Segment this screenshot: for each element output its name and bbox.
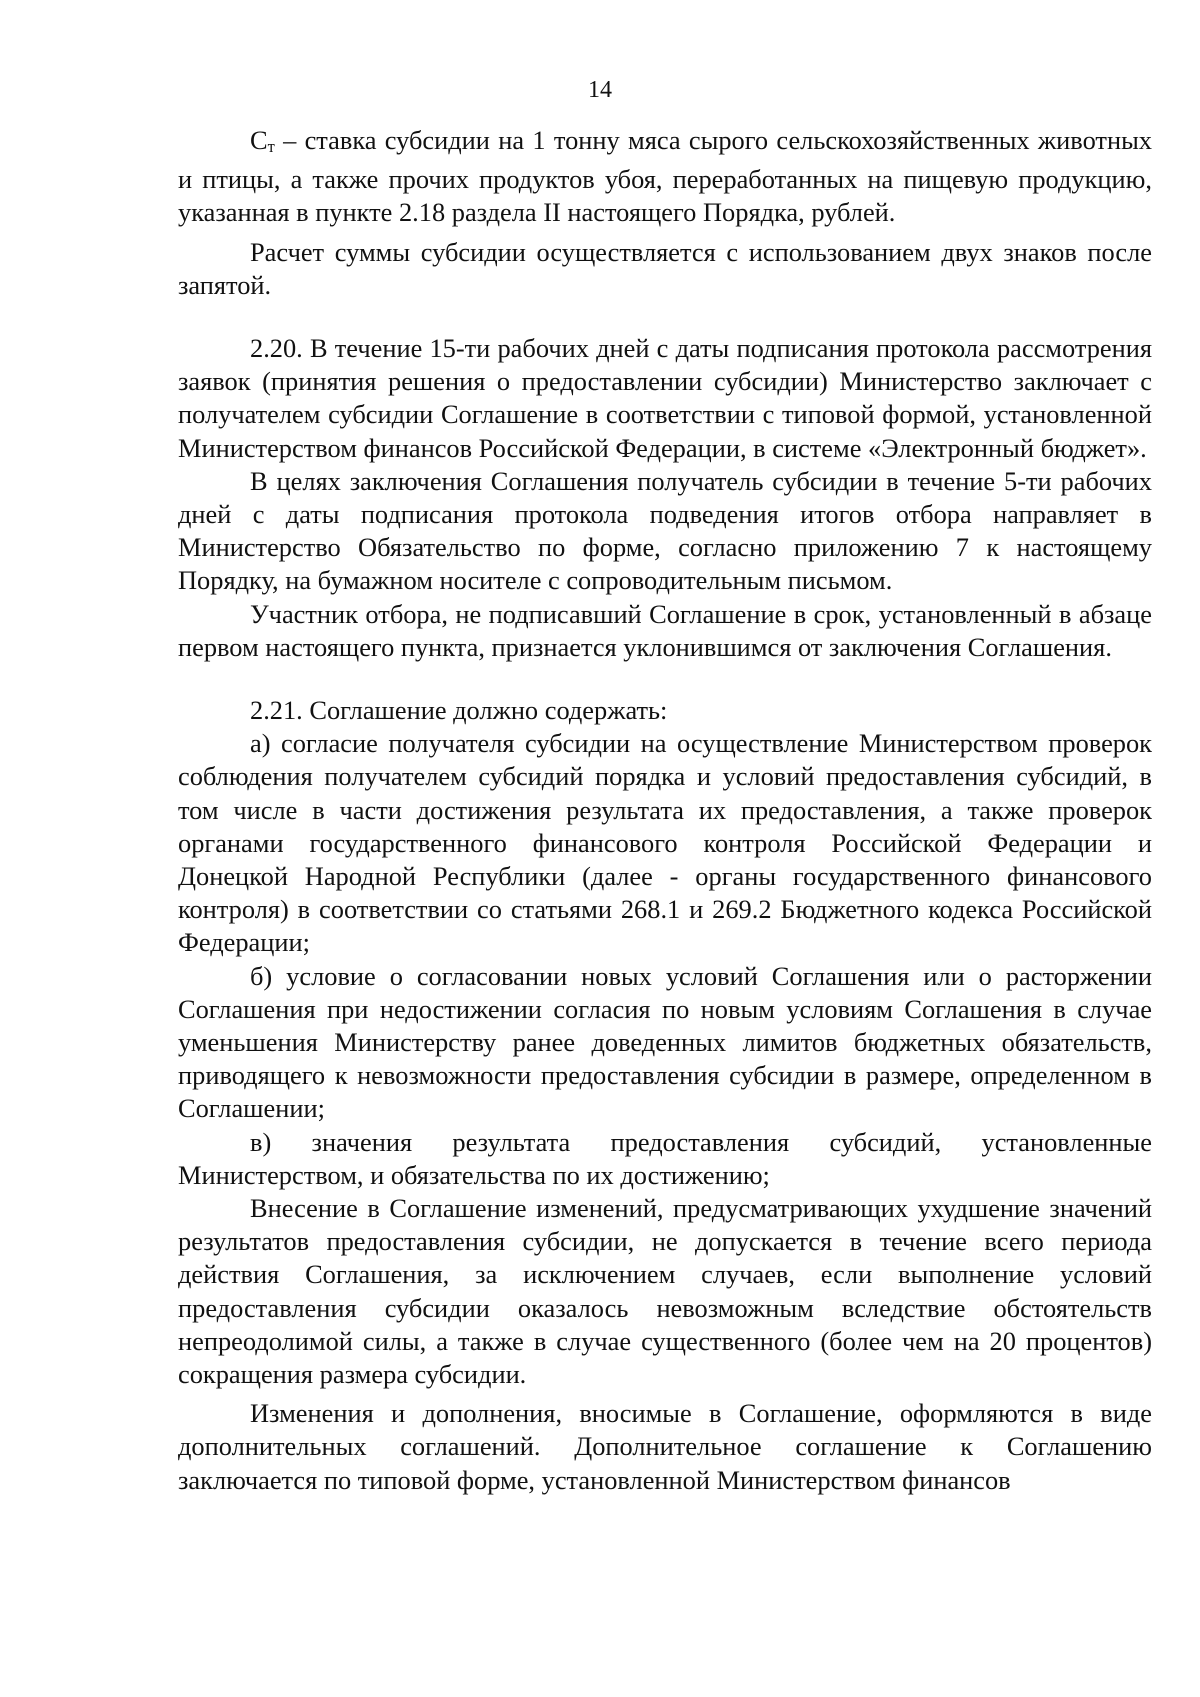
page-number: 14 bbox=[588, 77, 612, 103]
formula-symbol: С bbox=[250, 125, 268, 155]
paragraph-2-20: 2.20. В течение 15-ти рабочих дней с даты подписания протокола рассмотрения заявок (принятия решения о предоставлении субсидии) Министерство заключает с получателем субсидии Соглашение в соответствии с типовой формой, установленной Министерством финансов Российской Федерации, в системе «Электронный бюджет». bbox=[178, 332, 1152, 463]
paragraph-amendments-restriction: Внесение в Соглашение изменений, предусматривающих ухудшение значений результатов предоставления субсидии, не допускается в течение всего периода действия Соглашения, за исключением случаев, если выполнение условий предоставления субсидии оказалось невозможным вследствие обстоятельств непреодолимой силы, а также в случае существенного (более чем на 20 процентов) сокращения размера субсидии. bbox=[178, 1193, 1152, 1390]
document-body bbox=[178, 124, 1152, 1497]
paragraph-ct-definition bbox=[178, 124, 1152, 230]
paragraph-amendments-form: Изменения и дополнения, вносимые в Соглашение, оформляются в виде дополнительных соглашений. Дополнительное соглашение к Соглашению заключается по типовой форме, установленной Министерством финансов bbox=[178, 1398, 1152, 1495]
paragraph-2-21: 2.21. Соглашение должно содержать: bbox=[250, 694, 668, 725]
paragraph-2-20-obligation: В целях заключения Соглашения получатель субсидии в течение 5-ти рабочих дней с даты подписания протокола подведения итогов отбора направляет в Министерство Обязательство по форме, согласно приложению 7 к настоящему Порядку, на бумажном носителе с сопроводительным письмом. bbox=[178, 465, 1152, 596]
paragraph-2-21-b: б) условие о согласовании новых условий Соглашения или о расторжении Соглашения при недостижении согласия по новым условиям Соглашения в случае уменьшения Министерству ранее доведенных лимитов бюджетных обязательств, приводящего к невозможности предоставления субсидии в размере, определенном в Соглашении; bbox=[178, 960, 1152, 1124]
paragraph-calc-rounding: Расчет суммы субсидии осуществляется с использованием двух знаков после запятой. bbox=[178, 236, 1152, 300]
paragraph-2-20-evasion: Участник отбора, не подписавший Соглашение в срок, установленный в абзаце первом настоящего пункта, признается уклонившимся от заключения Соглашения. bbox=[178, 598, 1152, 662]
formula-subscript: т bbox=[267, 136, 275, 156]
ct-definition-text: – ставка субсидии на 1 тонну мяса сырого сельскохозяйственных животных и птицы, а также прочих продуктов убоя, переработанных на пищевую продукцию, указанная в пункте 2.18 раздела II настоящего Порядка, рублей. bbox=[178, 125, 1152, 228]
paragraph-2-21-v: в) значения результата предоставления субсидий, установленные Министерством, и обязательства по их достижению; bbox=[178, 1126, 1152, 1190]
paragraph-2-21-a: а) согласие получателя субсидии на осуществление Министерством проверок соблюдения получателем субсидий порядка и условий предоставления субсидий, в том числе в части достижения результата их предоставления, а также проверок органами государственного финансового контроля Российской Федерации и Донецкой Народной Республики (далее - органы государственного финансового контроля) в соответствии со статьями 268.1 и 269.2 Бюджетного кодекса Российской Федерации; bbox=[178, 728, 1152, 958]
